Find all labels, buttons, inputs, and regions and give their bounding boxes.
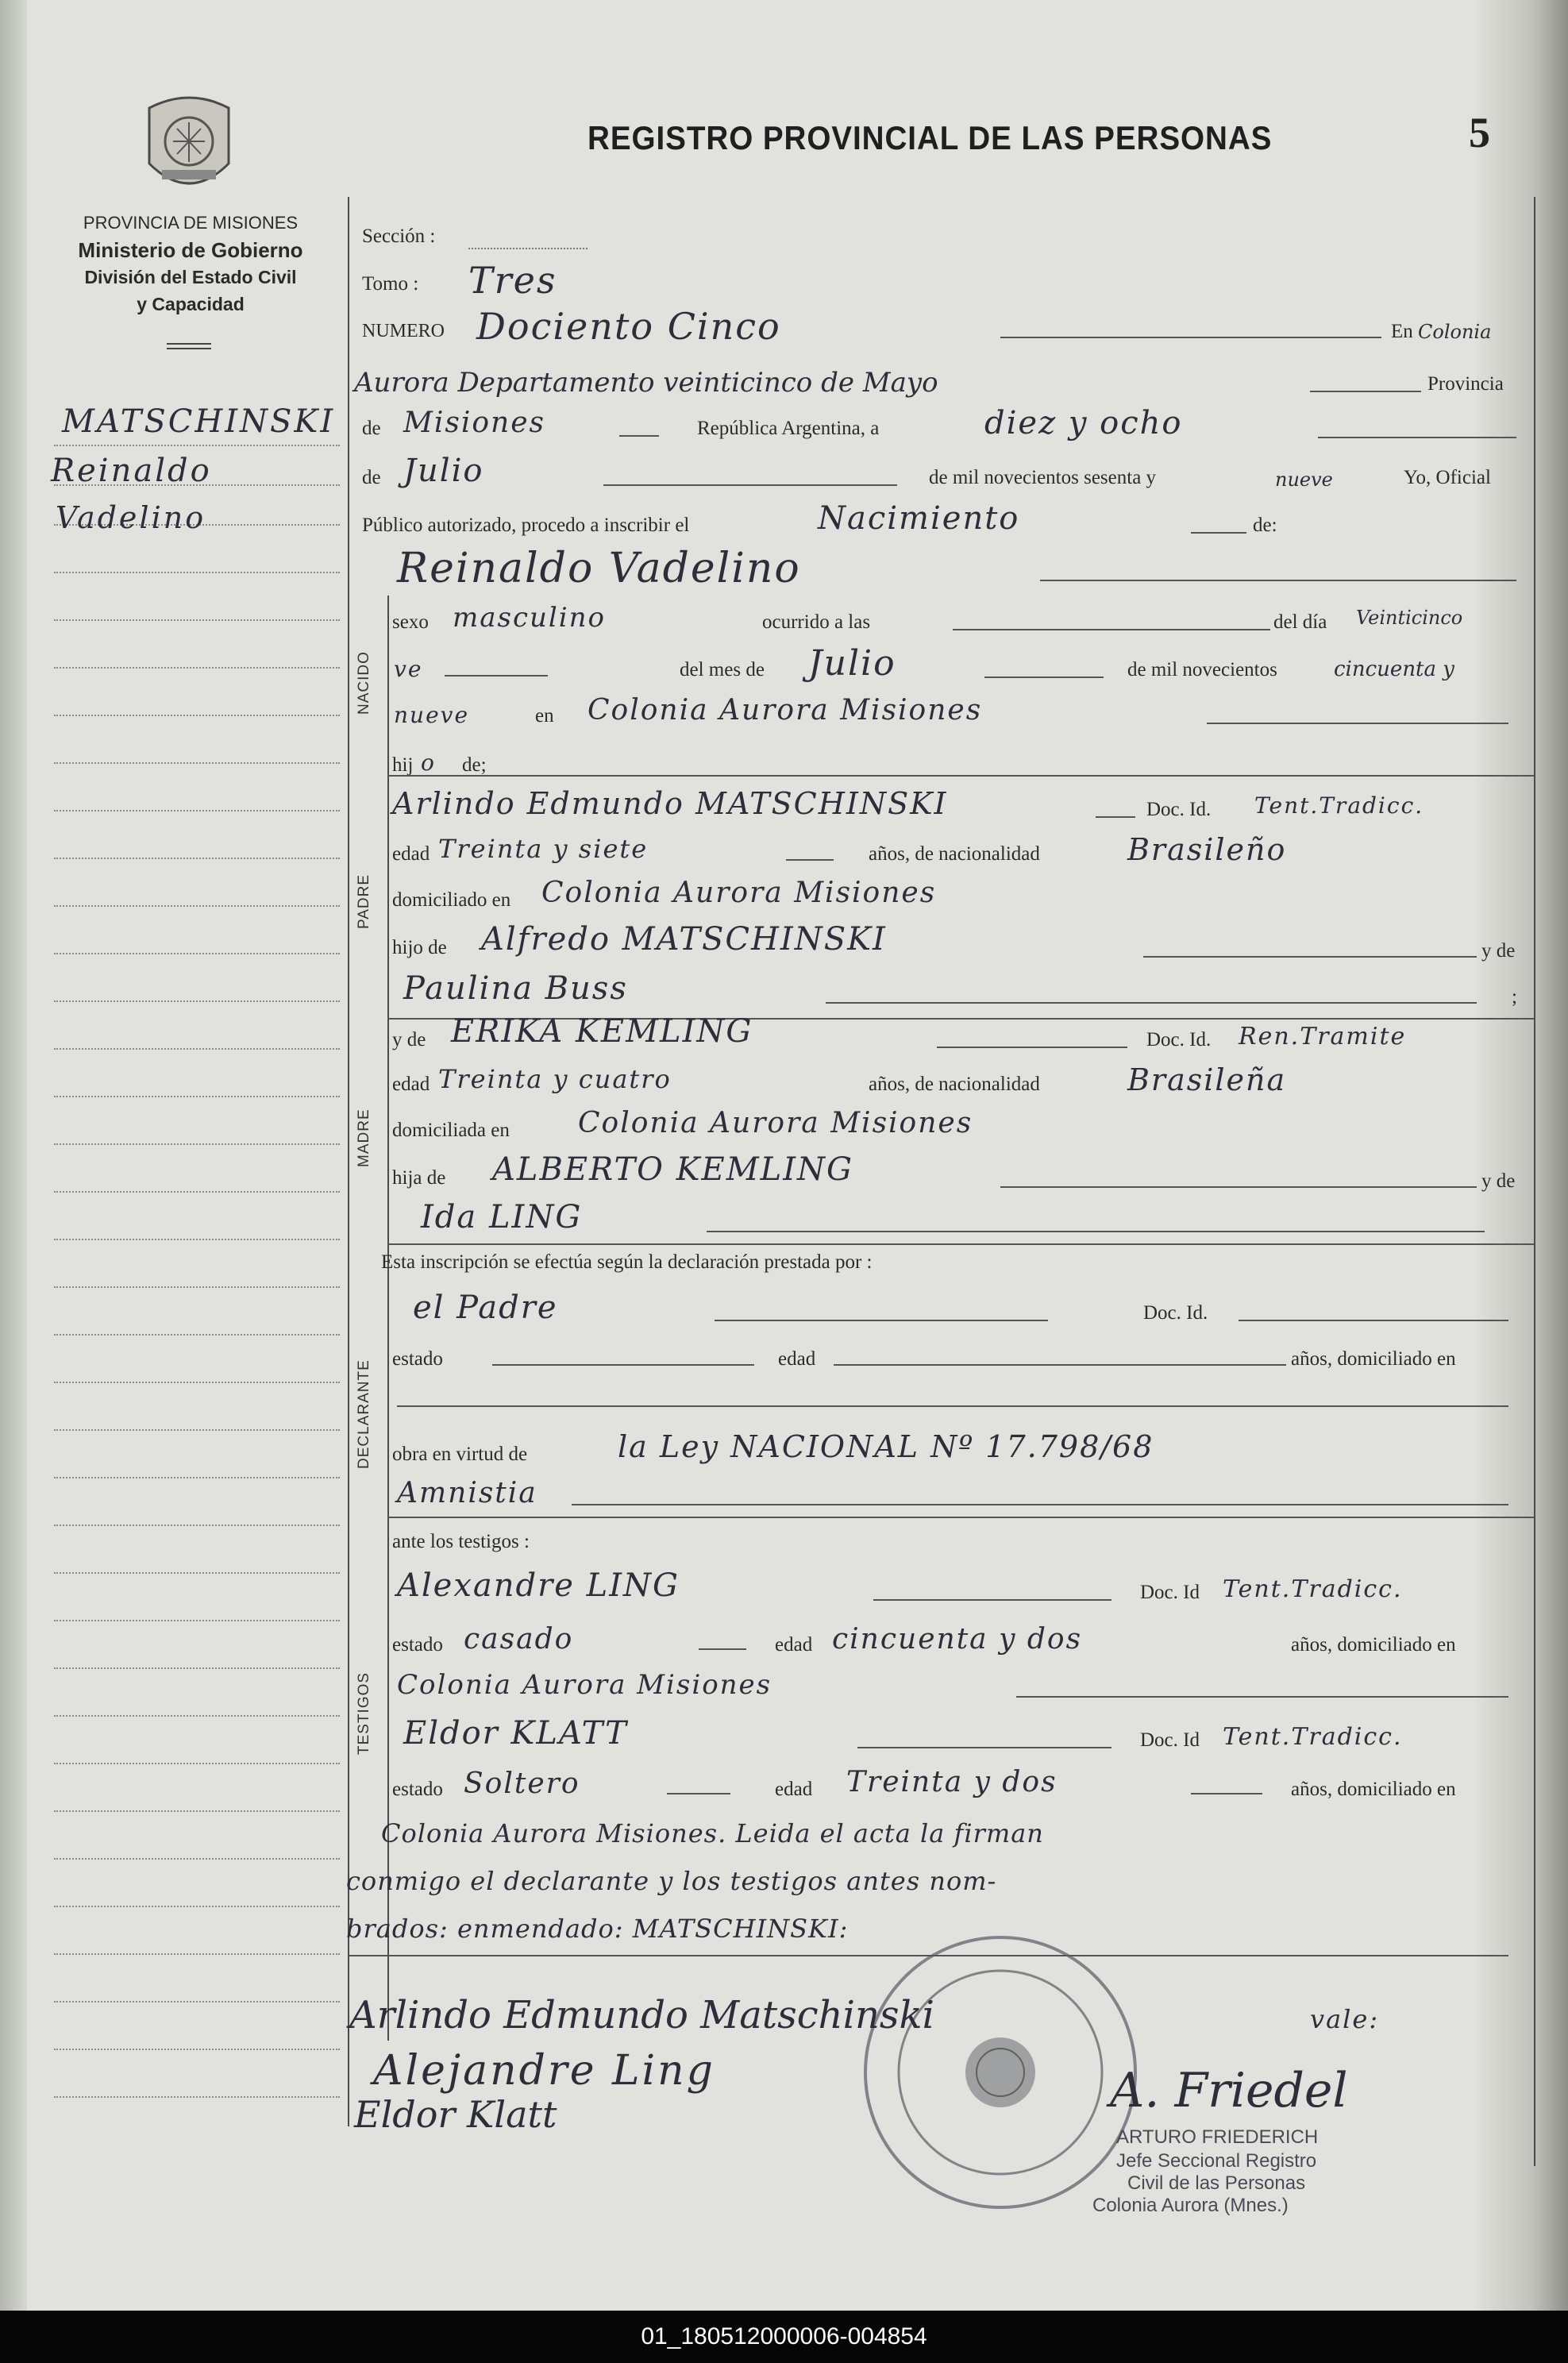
- child-name-line: [1040, 580, 1516, 581]
- madre-edad-value: Treinta y cuatro: [438, 1064, 672, 1094]
- declarante-name: el Padre: [413, 1289, 558, 1326]
- oficial-stamp-line-3: Civil de las Personas: [1127, 2172, 1306, 2194]
- sexo-label: sexo: [392, 611, 429, 633]
- closing-line-2: brados: enmendado: MATSCHINSKI:: [346, 1914, 849, 1944]
- padre-name: Arlindo Edmundo MATSCHINSKI: [392, 786, 948, 821]
- provincia-label: Provincia: [1427, 373, 1504, 395]
- republica-label: República Argentina, a: [697, 418, 880, 439]
- declarante-name-line: [715, 1320, 1048, 1321]
- madre-madre-name: Ida LING: [421, 1199, 583, 1235]
- madre-madre-line: [707, 1231, 1485, 1232]
- madre-domicilio-label: domiciliada en: [392, 1120, 510, 1141]
- oficial-stamp-line-2: Jefe Seccional Registro: [1116, 2150, 1317, 2172]
- official-round-stamp-icon: [857, 1929, 1143, 2215]
- signature-testigo1: Alejandre Ling: [373, 2047, 715, 2095]
- obra-value: la Ley NACIONAL Nº 17.798/68: [618, 1429, 1154, 1464]
- province-label: PROVINCIA DE MISIONES: [83, 213, 299, 233]
- padre-semicolon: ;: [1512, 986, 1517, 1008]
- madre-section-label: MADRE: [356, 1108, 372, 1167]
- place-line-value: Aurora Departamento veinticinco de Mayo: [354, 367, 938, 399]
- madre-hija-de-label: hija de: [392, 1167, 446, 1189]
- hijo-label: hij: [392, 754, 414, 776]
- seccion-label: Sección :: [362, 226, 436, 247]
- page-title: REGISTRO PROVINCIAL DE LAS PERSONAS: [588, 119, 1273, 156]
- provincial-seal-icon: [141, 92, 237, 199]
- ocurrido-label: ocurrido a las: [762, 611, 871, 633]
- testigo1-edad-label: edad: [775, 1634, 813, 1656]
- anio-value-b: nueve: [394, 702, 470, 728]
- del-dia-label: del día: [1273, 611, 1327, 633]
- madre-doc-label: Doc. Id.: [1146, 1029, 1212, 1050]
- ministry-label: Ministerio de Gobierno: [78, 238, 303, 262]
- padre-domicilio: Colonia Aurora Misiones: [541, 877, 937, 909]
- hijo-suffix: o: [421, 750, 436, 776]
- ministry-underline-2: [167, 348, 211, 349]
- margin-given-name-2: Vadelino: [56, 500, 206, 535]
- hijo-de-label: de;: [462, 754, 487, 776]
- padre-edad-value: Treinta y siete: [438, 834, 649, 864]
- padre-nacionalidad: Brasileño: [1127, 832, 1287, 867]
- oficial-label: Yo, Oficial: [1404, 467, 1491, 488]
- madre-name: ERIKA KEMLING: [451, 1013, 753, 1050]
- testigo1-estado-label: estado: [392, 1634, 443, 1656]
- madre-y-de-label: y de: [392, 1029, 426, 1050]
- dia-value-b: ve: [394, 656, 423, 682]
- ministry-block: [32, 210, 349, 318]
- testigo1-anios-label: años, domiciliado en: [1291, 1634, 1456, 1656]
- testigo1-name-line: [873, 1599, 1111, 1601]
- declarante-estado-label: estado: [392, 1348, 443, 1370]
- provincia-value: Misiones: [403, 407, 546, 439]
- madre-padre-line: [1000, 1186, 1477, 1188]
- binding-spine: [0, 0, 27, 2311]
- padre-padre-line: [1143, 956, 1477, 958]
- capacity-label: y Capacidad: [137, 294, 245, 314]
- madre-y-de2-label: y de: [1481, 1170, 1516, 1192]
- padre-anios-label: años, de nacionalidad: [869, 843, 1040, 865]
- madre-anios-label: años, de nacionalidad: [869, 1074, 1040, 1095]
- obra-line: [572, 1504, 1508, 1505]
- padre-section-label: PADRE: [356, 873, 372, 929]
- tomo-label: Tomo :: [362, 273, 419, 295]
- numero-line: [1000, 337, 1381, 338]
- declarante-intro: Esta inscripción se efectúa según la declaración prestada por :: [381, 1251, 873, 1273]
- signature-testigo2: Eldor Klatt: [354, 2093, 557, 2136]
- padre-divider: [387, 775, 1534, 777]
- declarante-edad-line: [834, 1364, 1286, 1366]
- testigo1-domicilio: Colonia Aurora Misiones: [397, 1669, 772, 1701]
- publico-label: Público autorizado, procedo a inscribir el: [362, 515, 690, 536]
- testigo2-estado-line: [667, 1793, 730, 1794]
- de-label: de: [362, 418, 381, 439]
- testigo2-name: Eldor KLATT: [403, 1715, 628, 1752]
- padre-y-de-label: y de: [1481, 940, 1516, 962]
- declarante-anios-label: años, domiciliado en: [1291, 1348, 1456, 1370]
- testigos-section-label: TESTIGOS: [356, 1671, 372, 1755]
- anio-value-a: cincuenta y: [1334, 657, 1454, 681]
- padre-hijo-de-label: hijo de: [392, 937, 447, 958]
- mes-value: Julio: [808, 643, 896, 684]
- tomo-value: Tres: [468, 259, 557, 302]
- seccion-line: [468, 248, 588, 249]
- left-column-rule: [348, 197, 349, 2126]
- mes-label: del mes de: [680, 659, 765, 680]
- testigo2-edad-label: edad: [775, 1779, 813, 1800]
- testigo1-edad: cincuenta y dos: [832, 1623, 1083, 1656]
- declarante-estado-line: [492, 1364, 754, 1366]
- testigo2-domicilio: Colonia Aurora Misiones. Leida el acta la firman: [381, 1818, 1044, 1848]
- en-label: En: [1391, 321, 1413, 342]
- padre-padre-name: Alfredo MATSCHINSKI: [481, 921, 887, 958]
- place-line: [1310, 391, 1421, 392]
- page-edge-shadow: [1477, 0, 1568, 2311]
- testigo1-domicilio-line: [1016, 1696, 1508, 1698]
- dia-value-a: Veinticinco: [1356, 607, 1463, 629]
- en-value: Colonia: [1418, 321, 1492, 343]
- day-value: diez y ocho: [984, 405, 1183, 441]
- madre-edad-label: edad: [392, 1074, 430, 1095]
- testigo1-estado: casado: [464, 1623, 574, 1656]
- nacido-section-label: NACIDO: [356, 651, 372, 715]
- testigo2-edad: Treinta y dos: [846, 1766, 1058, 1798]
- numero-label: NUMERO: [362, 321, 445, 341]
- numero-value: Dociento Cinco: [476, 305, 781, 348]
- testigo2-doc: Tent.Tradicc.: [1223, 1723, 1403, 1751]
- signature-oficial: A. Friedel: [1110, 2063, 1348, 2118]
- padre-madre-name: Paulina Buss: [403, 970, 628, 1007]
- en-nacido-label: en: [535, 705, 554, 727]
- obra-label: obra en virtud de: [392, 1444, 528, 1465]
- page-number: 5: [1469, 109, 1490, 156]
- right-border-rule: [1534, 197, 1535, 2166]
- declarante-section-label: DECLARANTE: [356, 1359, 372, 1469]
- month-value: Julio: [403, 453, 484, 489]
- mil-label: de mil novecientos: [1127, 659, 1277, 680]
- year-label: de mil novecientos sesenta y: [929, 467, 1157, 488]
- declarante-doc-line: [1239, 1320, 1508, 1321]
- testigo1-estado-line: [699, 1648, 746, 1650]
- oficial-stamp-line-1: ARTURO FRIEDERICH: [1116, 2126, 1319, 2148]
- testigo1-name: Alexandre LING: [397, 1567, 680, 1604]
- madre-name-line: [937, 1047, 1127, 1048]
- testigo2-name-line: [857, 1747, 1111, 1748]
- padre-name-line: [1096, 816, 1135, 818]
- declarante-doc-label: Doc. Id.: [1143, 1302, 1208, 1324]
- de2-label: de: [362, 467, 381, 488]
- day-line: [1318, 437, 1516, 438]
- padre-edad-label: edad: [392, 843, 430, 865]
- madre-domicilio: Colonia Aurora Misiones: [578, 1107, 973, 1139]
- padre-madre-line: [826, 1002, 1477, 1004]
- mes-line: [984, 677, 1104, 678]
- testigo2-edad-line: [1191, 1793, 1262, 1794]
- declarante-domicilio-line: [397, 1405, 1508, 1407]
- testigo1-doc: Tent.Tradicc.: [1223, 1575, 1403, 1603]
- testigo2-doc-label: Doc. Id: [1140, 1729, 1200, 1751]
- ministry-underline: [167, 343, 211, 345]
- madre-nacionalidad: Brasileña: [1127, 1062, 1287, 1097]
- madre-padre-name: ALBERTO KEMLING: [492, 1151, 853, 1188]
- testigo1-doc-label: Doc. Id: [1140, 1582, 1200, 1603]
- provincia-line: [619, 435, 659, 437]
- signature-padre: Arlindo Edmundo Matschinski: [349, 1993, 934, 2037]
- declarante-divider-top: [387, 1243, 1534, 1245]
- child-name: Reinaldo Vadelino: [397, 545, 801, 592]
- testigos-divider-top: [387, 1517, 1534, 1518]
- obra-value-b: Amnistia: [397, 1477, 537, 1509]
- division-label: División del Estado Civil: [84, 267, 297, 287]
- lugar-value: Colonia Aurora Misiones: [588, 694, 983, 727]
- de3-label: de:: [1253, 515, 1277, 536]
- month-line: [603, 484, 897, 486]
- oficial-stamp-line-4: Colonia Aurora (Mnes.): [1092, 2195, 1289, 2216]
- acta-value: Nacimiento: [818, 500, 1020, 537]
- image-filename-bar: 01_180512000006-004854: [0, 2311, 1568, 2363]
- testigo2-estado: Soltero: [464, 1767, 580, 1800]
- padre-edad-line: [786, 859, 834, 861]
- margin-given-name-1: Reinaldo: [51, 453, 212, 489]
- testigos-intro: ante los testigos :: [392, 1531, 530, 1552]
- year-value: nueve: [1275, 468, 1333, 491]
- declarante-edad-label: edad: [778, 1348, 816, 1370]
- sexo-value: masculino: [453, 602, 607, 634]
- madre-doc-value: Ren.Tramite: [1239, 1023, 1407, 1050]
- padre-doc-label: Doc. Id.: [1146, 799, 1212, 820]
- margin-surname: MATSCHINSKI: [62, 403, 336, 440]
- vale-note: vale:: [1310, 2004, 1380, 2034]
- testigo2-anios-label: años, domiciliado en: [1291, 1779, 1456, 1800]
- padre-doc-value: Tent.Tradicc.: [1254, 792, 1424, 819]
- hora-line: [953, 629, 1270, 630]
- padre-domicilio-label: domiciliado en: [392, 889, 511, 911]
- dia-line: [445, 675, 548, 677]
- lugar-line: [1207, 723, 1508, 724]
- acta-line: [1191, 532, 1246, 534]
- closing-line-1: conmigo el declarante y los testigos antes nom-: [346, 1866, 997, 1896]
- testigo2-estado-label: estado: [392, 1779, 443, 1800]
